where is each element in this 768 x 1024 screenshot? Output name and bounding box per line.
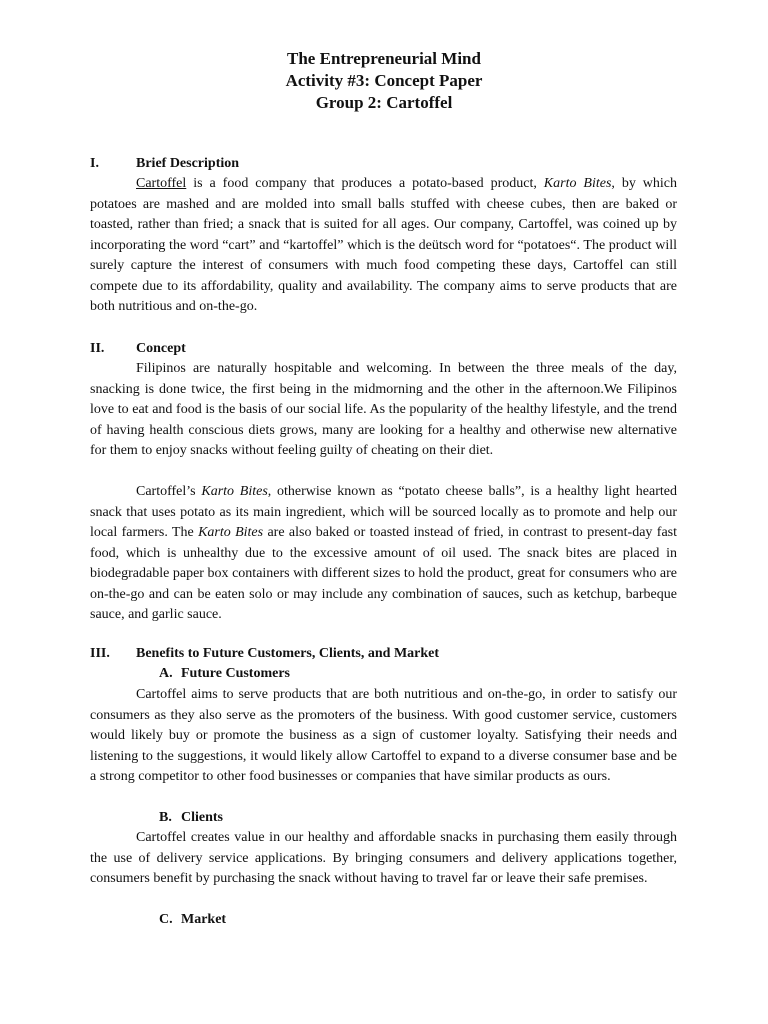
concept-paragraph-2 — [90, 482, 677, 626]
text-run: are also baked or toasted instead of fried, in contrast to present-day fast food, which is unhealthy due to the excessive amount of oil used. The snack bites are placed in biodegradable paper box containers with different sizes to hold the product, great for consumers who are on-the-go and can be eaten solo or may include any combination of sauces, such as ketchup, barbeque sauce, and garlic sauce. — [90, 525, 677, 622]
brief-description-paragraph — [90, 174, 677, 318]
title-block — [0, 48, 768, 114]
subsection-title: Clients — [181, 810, 223, 825]
text-run: Cartoffel creates value in our healthy and affordable snacks in purchasing them easily through the use of delivery service applications. By bringing consumers and delivery applications together, consumers benefit by purchasing the snack without having to travel far or leave their safe premises. — [90, 830, 677, 886]
section-heading-concept — [90, 339, 186, 359]
text-run: Cartoffel — [136, 176, 187, 191]
clients-paragraph — [90, 828, 677, 890]
future-customers-paragraph — [90, 685, 677, 788]
section-heading-benefits — [90, 644, 439, 664]
section-title: Benefits to Future Customers, Clients, and Market — [136, 646, 440, 661]
subsection-heading-market — [159, 910, 226, 930]
section-title: Concept — [136, 341, 186, 356]
text-run: Karto Bites — [198, 525, 264, 540]
section-heading-brief-description — [90, 154, 239, 174]
subsection-letter: A. — [159, 666, 173, 681]
text-run: Karto Bites — [543, 176, 612, 191]
group-title: Group 2: Cartoffel — [315, 93, 453, 112]
concept-paragraph-1 — [90, 359, 677, 462]
course-title: The Entrepreneurial Mind — [287, 49, 481, 68]
activity-title: Activity #3: Concept Paper — [285, 71, 483, 90]
subsection-title: Future Customers — [181, 666, 291, 681]
text-run: is a food company that produces a potato-based product, — [186, 176, 544, 191]
text-run: , otherwise known as “potato cheese balls”, is a healthy light hearted snack that uses potato as its main ingredient, which will be sourced locally as to promote and help our local farmers. The — [90, 484, 677, 540]
text-run: Karto Bites — [201, 484, 268, 499]
section-number: II. — [90, 341, 105, 356]
section-number: III. — [90, 646, 110, 661]
text-run: Cartoffel’s — [136, 484, 202, 499]
subsection-heading-future-customers — [159, 664, 290, 684]
subsection-letter: B. — [159, 810, 172, 825]
subsection-letter: C. — [159, 912, 173, 927]
subsection-heading-clients — [159, 808, 223, 828]
subsection-title: Market — [181, 912, 227, 927]
text-run: , by which potatoes are mashed and are molded into small balls stuffed with cheese cubes, then are baked or toasted, rather than fried; a snack that is suited for all ages. Our company, Cartoffel, was coined up by incorporating the word “cart” and “kartoffel” which is the deütsch word for “potatoes“. The product will surely capture the interest of consumers with much food competing these days, Cartoffel can still compete due to its affordability, quality and availability. The company aims to serve products that are both nutritious and on-the-go. — [90, 176, 678, 314]
text-run: Cartoffel aims to serve products that are both nutritious and on-the-go, in order to satisfy our consumers as they also serve as the promoters of the business. With good customer service, customers would likely buy or promote the business as a sign of customer loyalty. Satisfying their needs and listening to the suggestions, it would likely allow Cartoffel to expand to a diverse consumer base and be a strong competitor to other food businesses or companies that have similar products as ours. — [90, 687, 677, 784]
section-number: I. — [90, 156, 99, 171]
text-run: Filipinos are naturally hospitable and welcoming. In between the three meals of the day, snacking is done twice, the first being in the midmorning and the other in the afternoon.We Filipinos love to eat and food is the basis of our social life. As the popularity of the healthy lifestyle, and the trend of having health conscious diets grows, many are looking for a healthy and otherwise new alternative for them to enjoy snacks without feeling guilty of cheating on their diet. — [90, 361, 677, 458]
section-title: Brief Description — [136, 156, 240, 171]
